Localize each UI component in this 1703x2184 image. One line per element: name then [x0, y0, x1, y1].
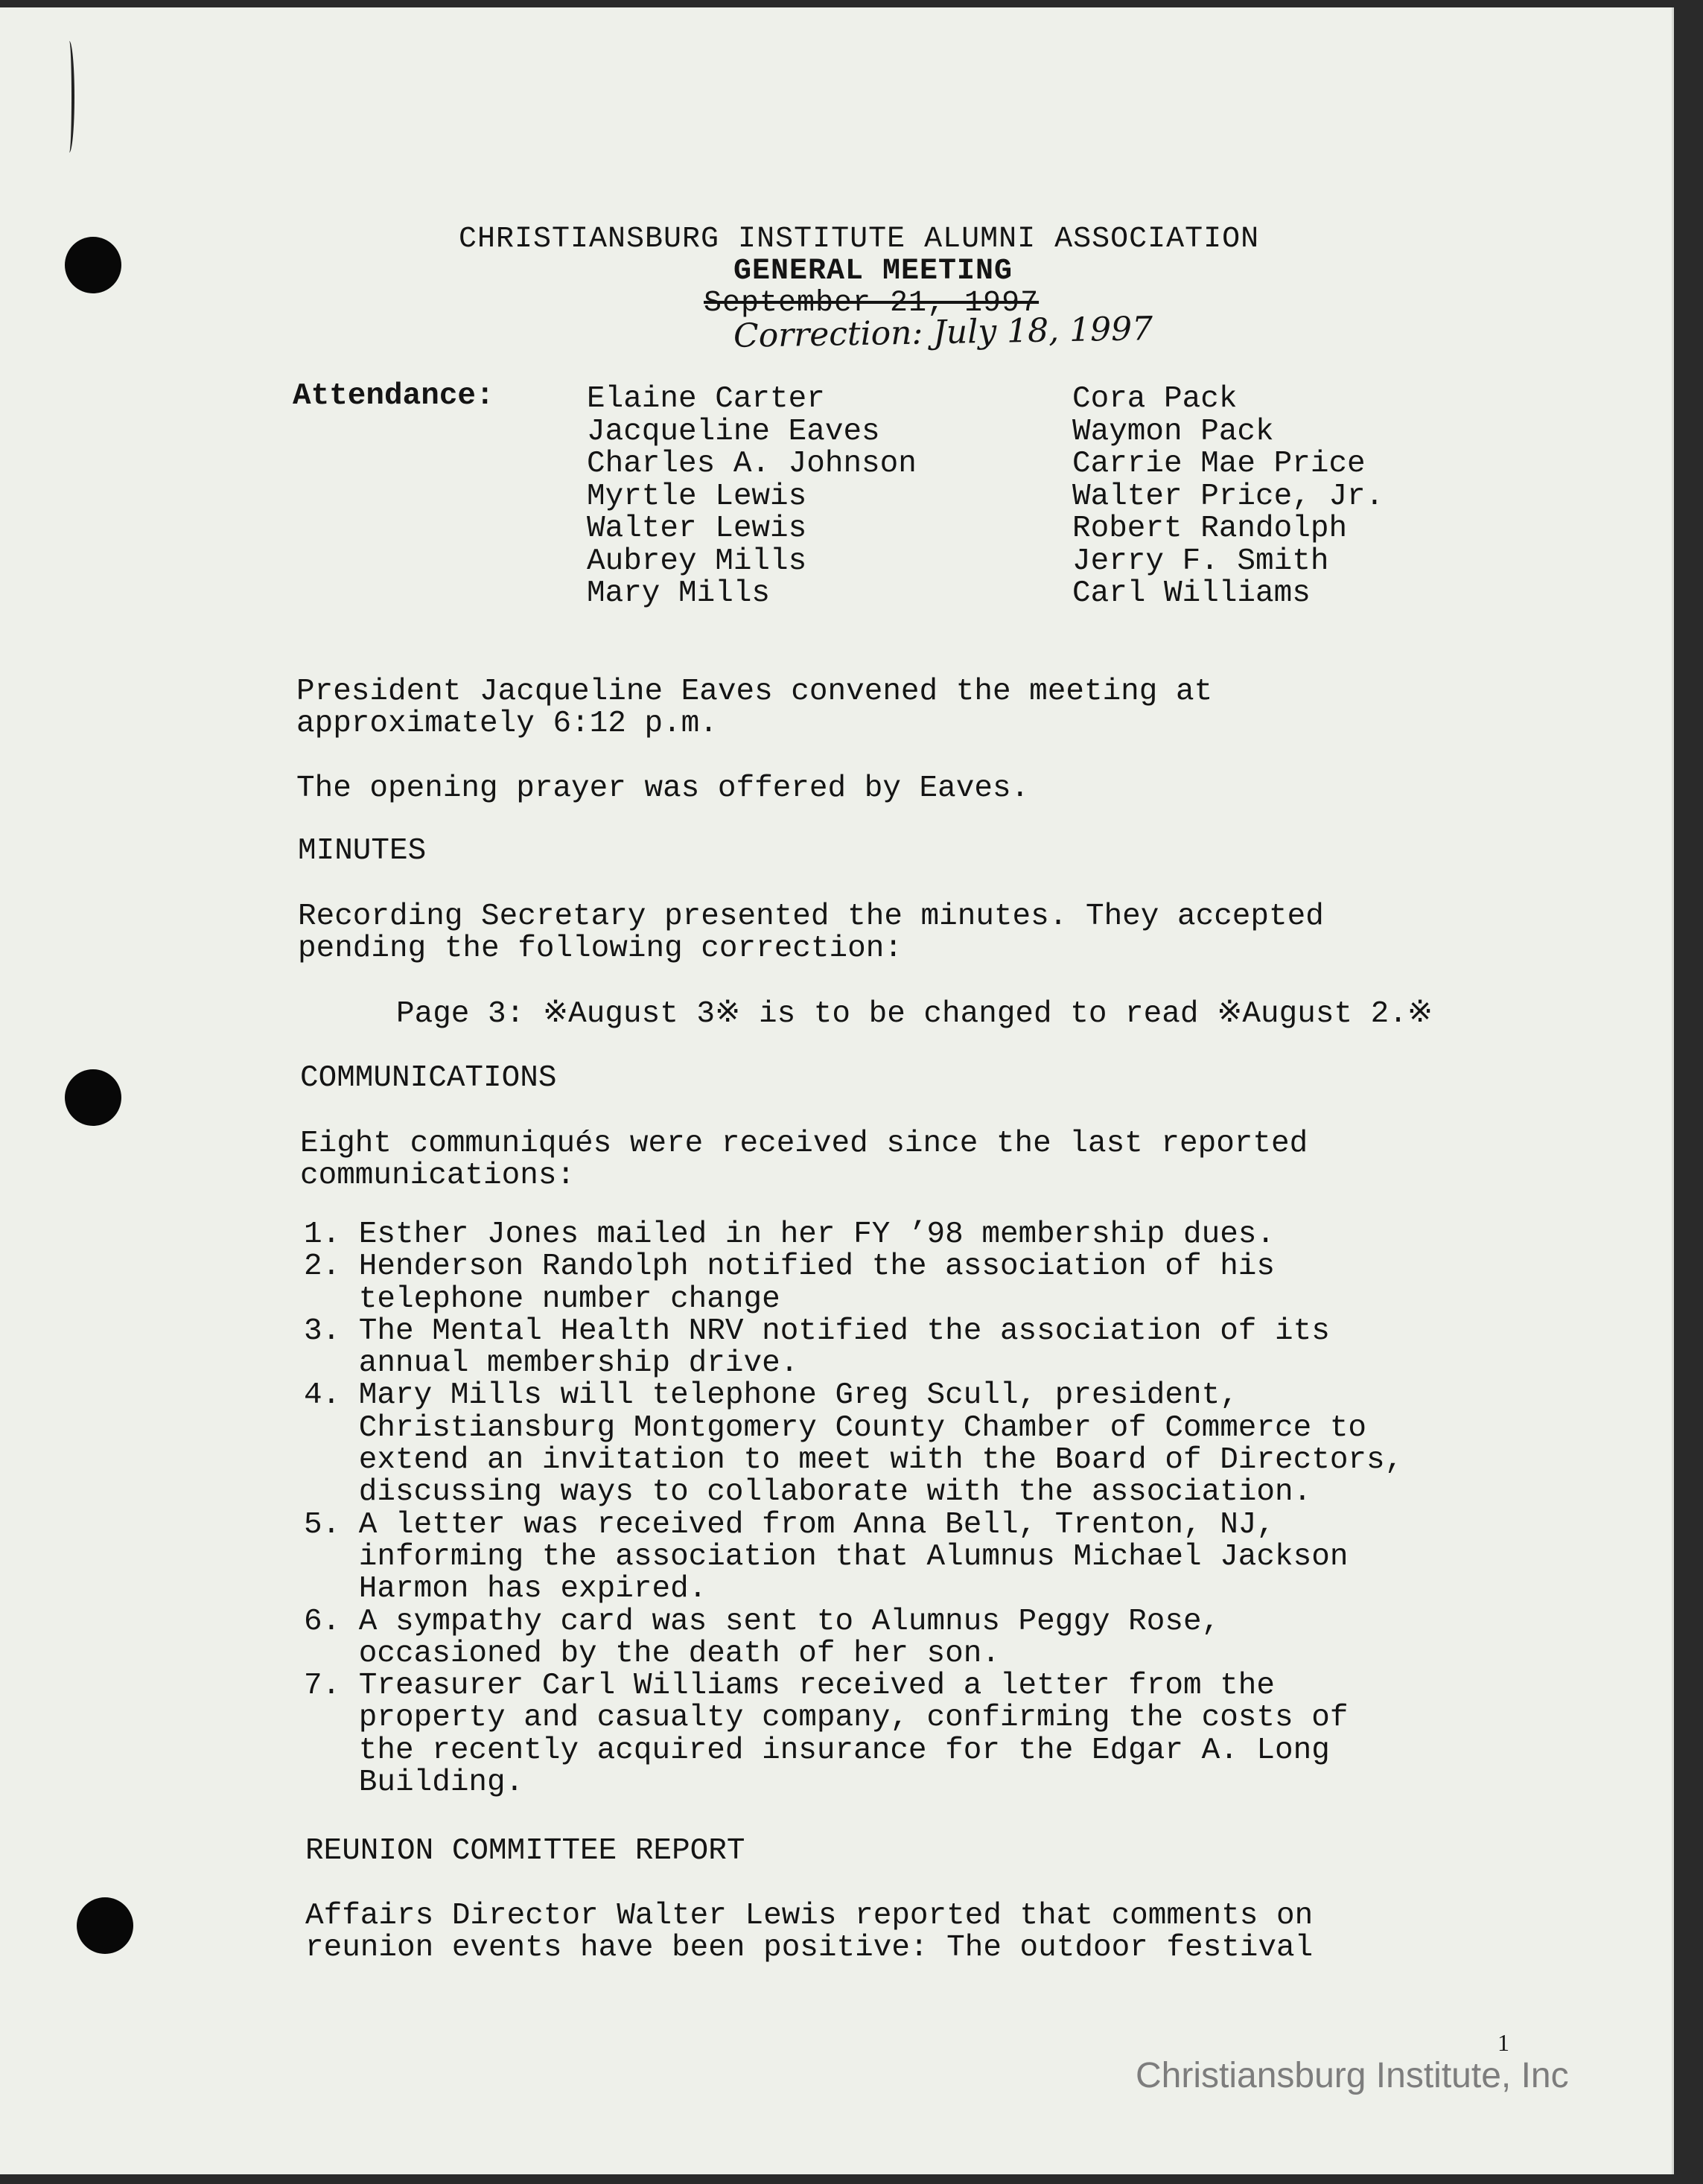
attendance-label: Attendance:: [293, 379, 494, 413]
attendee: Robert Randolph: [1072, 512, 1348, 546]
minutes-line-2: pending the following correction:: [298, 932, 903, 966]
communications-line-2: communications:: [300, 1159, 576, 1193]
reunion-line-2: reunion events have been positive: The outdoor festival: [305, 1931, 1314, 1965]
list-item: extend an invitation to meet with the Board of Directors,: [304, 1443, 1404, 1478]
watermark: Christiansburg Institute, Inc: [1136, 2056, 1569, 2095]
attendee: Waymon Pack: [1072, 414, 1274, 449]
reunion-line-1: Affairs Director Walter Lewis reported that comments on: [305, 1899, 1314, 1933]
attendee: Charles A. Johnson: [587, 447, 917, 481]
attendee: Jacqueline Eaves: [587, 414, 880, 449]
page-number: 1: [1497, 2029, 1509, 2056]
list-item: 5. A letter was received from Anna Bell, Trenton, NJ,: [304, 1507, 1276, 1542]
list-item: 7. Treasurer Carl Williams received a letter from the: [304, 1669, 1276, 1704]
list-item: 4. Mary Mills will telephone Greg Scull, president,: [304, 1378, 1238, 1413]
list-item: the recently acquired insurance for the Edgar A. Long: [304, 1733, 1330, 1768]
attendee: Jerry F. Smith: [1072, 544, 1329, 579]
list-item: informing the association that Alumnus Michael Jackson: [304, 1539, 1349, 1574]
attendee: Walter Lewis: [587, 512, 807, 546]
list-item: property and casualty company, confirming the costs of: [304, 1701, 1349, 1736]
minutes-heading: MINUTES: [298, 834, 427, 868]
pen-mark: [64, 41, 74, 153]
punch-hole-bottom: [77, 1897, 133, 1954]
attendee: Myrtle Lewis: [587, 479, 807, 514]
attendance-column-1: [587, 383, 917, 611]
list-item: occasioned by the death of her son.: [304, 1636, 1000, 1671]
struck-date: September 21, 1997: [704, 287, 1040, 320]
convened-line-1: President Jacqueline Eaves convened the meeting at: [296, 675, 1213, 709]
handwritten-correction: Correction: July 18, 1997: [733, 310, 1153, 355]
list-item: telephone number change: [304, 1282, 780, 1317]
communications-list: [304, 1219, 1403, 1799]
meeting-title: GENERAL MEETING: [733, 255, 1013, 288]
list-item: 1. Esther Jones mailed in her FY ’98 membership dues.: [304, 1217, 1276, 1252]
attendance-column-2: [1072, 383, 1384, 611]
minutes-line-1: Recording Secretary presented the minutes. They accepted: [298, 900, 1324, 934]
attendee: Carl Williams: [1072, 576, 1311, 611]
punch-hole-middle: [65, 1069, 121, 1126]
org-title: CHRISTIANSBURG INSTITUTE ALUMNI ASSOCIATION: [459, 223, 1260, 256]
reunion-heading: REUNION COMMITTEE REPORT: [305, 1834, 745, 1868]
list-item: Christiansburg Montgomery County Chamber of Commerce to: [304, 1410, 1367, 1445]
punch-hole-top: [65, 237, 121, 293]
list-item: 3. The Mental Health NRV notified the association of its: [304, 1314, 1330, 1349]
list-item: 2. Henderson Randolph notified the association of his: [304, 1249, 1276, 1284]
minutes-correction: Page 3: ※August 3※ is to be changed to read ※August 2.※: [396, 997, 1433, 1031]
list-item: 6. A sympathy card was sent to Alumnus Peggy Rose,: [304, 1604, 1220, 1639]
list-item: annual membership drive.: [304, 1346, 799, 1381]
attendee: Aubrey Mills: [587, 544, 807, 579]
attendee: Carrie Mae Price: [1072, 447, 1366, 481]
communications-line-1: Eight communiqués were received since the last reported: [300, 1127, 1308, 1161]
attendee: Elaine Carter: [587, 382, 825, 416]
list-item: Harmon has expired.: [304, 1572, 707, 1607]
convened-line-2: approximately 6:12 p.m.: [296, 707, 718, 741]
attendee: Mary Mills: [587, 576, 771, 611]
attendee: Walter Price, Jr.: [1072, 479, 1384, 514]
list-item: Building.: [304, 1766, 524, 1801]
communications-heading: COMMUNICATIONS: [300, 1061, 557, 1095]
list-item: discussing ways to collaborate with the association.: [304, 1475, 1312, 1510]
prayer-line: The opening prayer was offered by Eaves.: [296, 771, 1030, 806]
attendee: Cora Pack: [1072, 382, 1238, 416]
